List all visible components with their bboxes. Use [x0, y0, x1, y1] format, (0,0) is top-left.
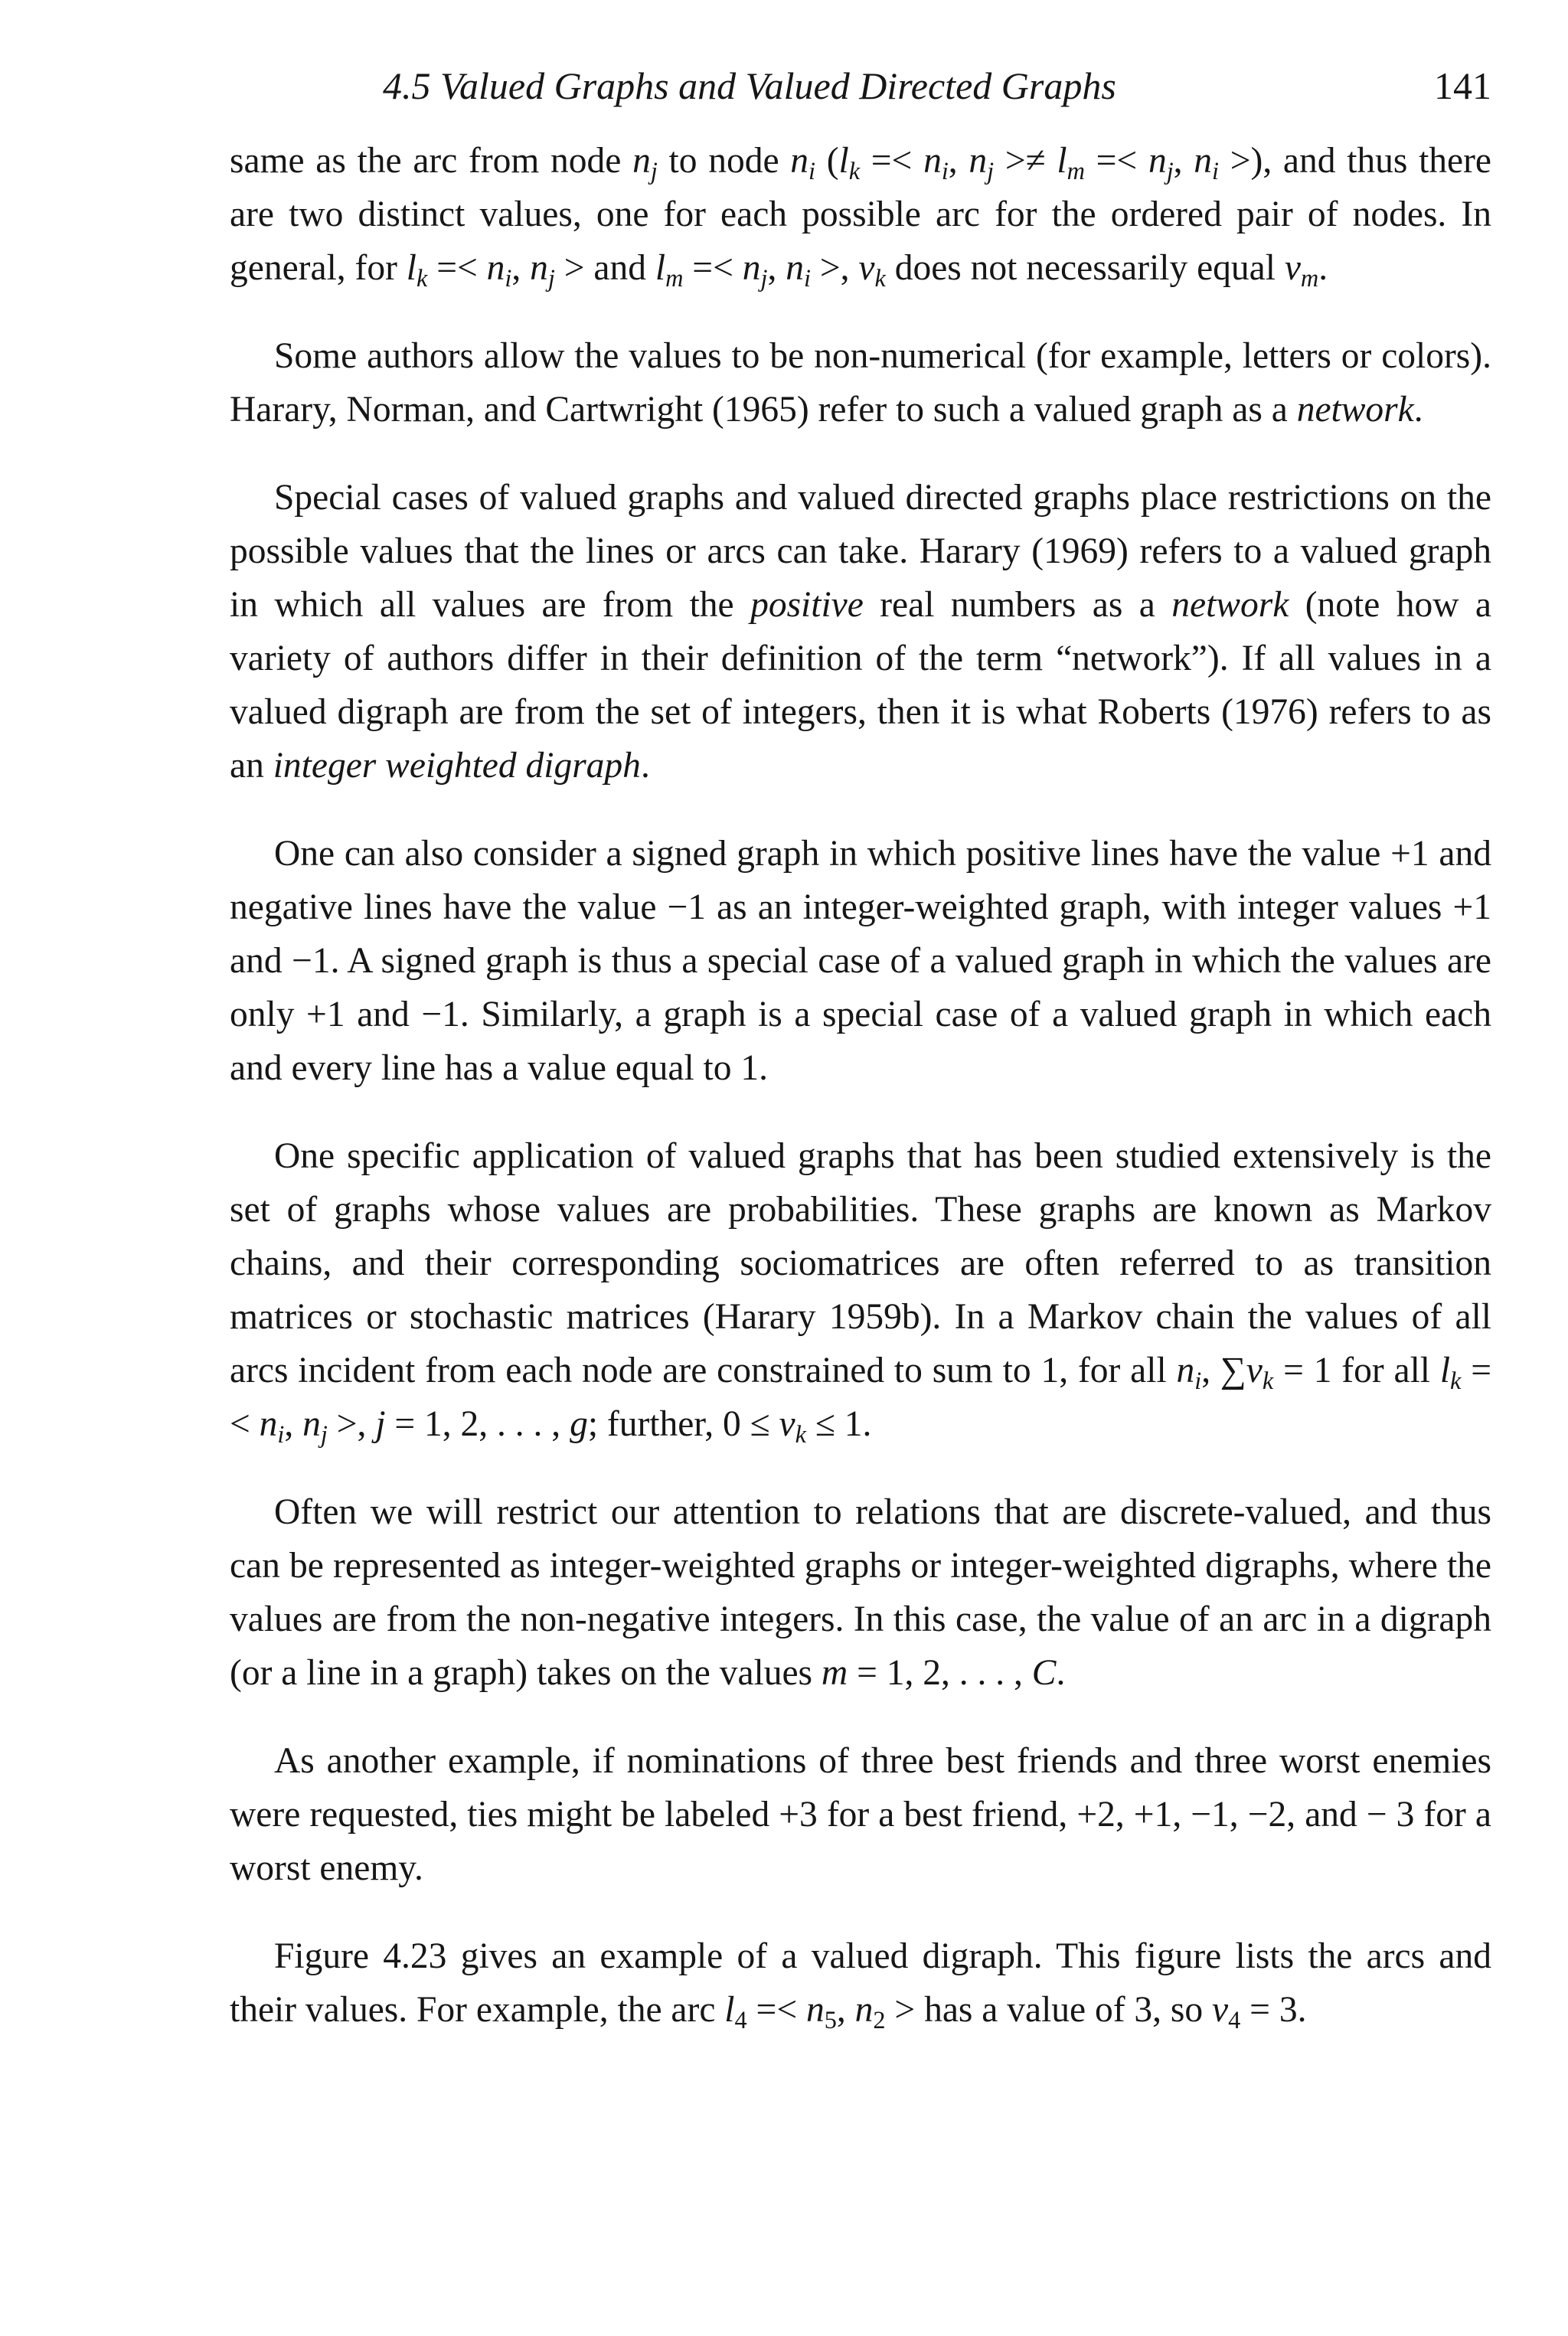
subscript: k: [848, 157, 861, 185]
italic-run: n: [259, 1404, 278, 1444]
text-run: >≠: [994, 141, 1057, 181]
text-run: ,: [1173, 141, 1194, 181]
body-text: [230, 134, 1491, 2037]
italic-run: v: [779, 1404, 795, 1444]
text-run: Often we will restrict our attention to relations that are discrete-valued, and thus can be represented as integer-weighted graphs or integer-weighted digraphs, where the values are from the non-negative integers. In this case, the value of an arc in a digraph (or a line in a graph) takes on the values: [230, 1492, 1491, 1693]
paragraph-8: [230, 1929, 1491, 2037]
text-run: ,: [511, 248, 531, 288]
subscript: m: [1300, 264, 1319, 292]
italic-run: positive: [750, 585, 864, 625]
italic-run: l: [1057, 141, 1067, 181]
text-run: ; further, 0 ≤: [587, 1404, 779, 1444]
paragraph-6: [230, 1485, 1491, 1700]
text-run: .: [1413, 390, 1423, 430]
paragraph-5: [230, 1129, 1491, 1451]
subscript: j: [760, 264, 768, 292]
paragraph-3: [230, 471, 1491, 792]
italic-run: m: [821, 1653, 848, 1693]
subscript: k: [1450, 1367, 1462, 1395]
subscript: k: [416, 264, 428, 292]
text-run: .: [640, 746, 650, 786]
text-run: >,: [810, 248, 859, 288]
text-run: ,: [284, 1404, 303, 1444]
italic-run: integer weighted digraph: [273, 746, 641, 786]
running-head: 4.5 Valued Graphs and Valued Directed Graphs: [383, 64, 1116, 107]
italic-run: v: [1246, 1351, 1263, 1390]
paragraph-2: [230, 329, 1491, 436]
text-run: Special cases of valued graphs and valued directed graphs place restrictions on the possible values that the lines or arcs can take. Harary (1969) refers to a valued graph in which all values are from the: [230, 478, 1491, 625]
text-run: = 1 for all: [1273, 1351, 1440, 1390]
italic-run: g: [570, 1404, 588, 1444]
italic-run: network: [1171, 585, 1289, 625]
subscript: i: [1194, 1367, 1202, 1395]
subscript: 2: [873, 2006, 886, 2034]
paragraph-7: [230, 1734, 1491, 1895]
italic-run: n: [632, 141, 651, 181]
italic-run: l: [724, 1990, 735, 2030]
text-run: to node: [657, 141, 791, 181]
text-run: =<: [683, 248, 743, 288]
italic-run: n: [1148, 141, 1167, 181]
subscript: i: [1212, 157, 1219, 185]
text-run: One can also consider a signed graph in which positive lines have the value +1 and negative lines have the value −1 as an integer-weighted graph, with integer values +1 and −1. A signed graph is thus a special case of a valued graph in which the values are only +1 and −1. Similarly, a graph is a special case of a valued graph in which each and every line has a value equal to 1.: [230, 834, 1491, 1088]
page-header: [230, 55, 1491, 116]
text-run: ,: [767, 248, 786, 288]
text-run: =<: [746, 1990, 806, 2030]
italic-run: n: [805, 1990, 825, 2030]
italic-run: n: [786, 248, 804, 288]
text-run: >), and thus there are two distinct values, one for each possible arc for the ordered pair of nodes. In general, for: [230, 141, 1492, 288]
subscript: i: [505, 264, 512, 292]
text-run: As another example, if nominations of three best friends and three worst enemies were requested, ties might be labeled +3 for a best friend, +2, +1, −1, −2, and − 3 for a worst enemy.: [230, 1741, 1491, 1888]
text-run: =<: [427, 248, 487, 288]
italic-run: n: [742, 248, 761, 288]
italic-run: n: [530, 248, 548, 288]
italic-run: l: [406, 248, 416, 288]
subscript: 5: [824, 2006, 837, 2034]
text-run: , ∑: [1201, 1351, 1246, 1390]
subscript: i: [277, 1420, 285, 1449]
text-run: (: [815, 141, 839, 181]
subscript: j: [1166, 157, 1174, 185]
text-run: (note how a variety of authors differ in their definition of the term “network”). If all values in a valued digraph are from the set of integers, then it is what Roberts (1976) refers to as an: [230, 585, 1492, 786]
subscript: i: [808, 157, 815, 185]
italic-run: n: [790, 141, 808, 181]
text-run: > and: [554, 248, 655, 288]
text-run: ,: [948, 141, 969, 181]
italic-run: l: [655, 248, 666, 288]
italic-run: n: [486, 248, 505, 288]
paragraph-4: [230, 827, 1491, 1095]
italic-run: n: [1194, 141, 1213, 181]
subscript: k: [1262, 1367, 1274, 1395]
text-run: >,: [327, 1404, 376, 1444]
subscript: m: [1067, 157, 1085, 185]
subscript: k: [795, 1420, 806, 1449]
text-run: does not necessarily equal: [885, 248, 1285, 288]
subscript: j: [987, 157, 995, 185]
text-run: One specific application of valued graphs that has been studied extensively is the set of graphs whose values are probabilities. These graphs are known as Markov chains, and their corresponding sociomatrices are often referred to as transition matrices or stochastic matrices (Harary 1959b). In a Markov chain the values of all arcs incident from each node are constrained to sum to 1, for all: [230, 1136, 1491, 1390]
subscript: j: [650, 157, 658, 185]
subscript: i: [803, 264, 811, 292]
italic-run: network: [1296, 390, 1414, 430]
italic-run: v: [858, 248, 875, 288]
text-run: = 1, 2, . . . ,: [385, 1404, 570, 1444]
italic-run: n: [969, 141, 988, 181]
subscript: j: [547, 264, 555, 292]
italic-run: n: [923, 141, 942, 181]
subscript: 4: [734, 2006, 747, 2034]
italic-run: n: [302, 1404, 321, 1444]
italic-run: n: [854, 1990, 874, 2030]
text-run: > has a value of 3, so: [885, 1990, 1213, 2030]
text-run: Figure 4.23 gives an example of a valued digraph. This figure lists the arcs and their values. For example, the arc: [230, 1936, 1491, 2030]
subscript: j: [320, 1420, 328, 1449]
text-run: ,: [836, 1990, 855, 2030]
text-run: =<: [1084, 141, 1148, 181]
italic-run: j: [375, 1404, 386, 1444]
italic-run: v: [1212, 1990, 1229, 2030]
text-run: =<: [230, 1351, 1491, 1444]
subscript: m: [665, 264, 684, 292]
text-run: same as the arc from node: [230, 141, 633, 181]
text-run: .: [1056, 1653, 1066, 1693]
text-run: real numbers as a: [863, 585, 1172, 625]
italic-run: l: [1439, 1351, 1451, 1390]
italic-run: C: [1031, 1653, 1057, 1693]
text-run: .: [1318, 248, 1328, 288]
subscript: i: [941, 157, 949, 185]
paragraph-1: [230, 134, 1491, 295]
text-run: = 3.: [1240, 1990, 1307, 2030]
text-run: =<: [860, 141, 924, 181]
page-number: 141: [1434, 64, 1491, 107]
italic-run: l: [838, 141, 849, 181]
subscript: k: [874, 264, 886, 292]
italic-run: n: [1176, 1351, 1195, 1390]
subscript: 4: [1228, 2006, 1241, 2034]
italic-run: v: [1284, 248, 1301, 288]
text-run: ≤ 1.: [805, 1404, 872, 1444]
text-run: Some authors allow the values to be non-numerical (for example, letters or colors). Harary, Norman, and Cartwright (1965) refer to such a valued graph as a: [230, 336, 1491, 430]
text-run: = 1, 2, . . . ,: [848, 1653, 1032, 1693]
